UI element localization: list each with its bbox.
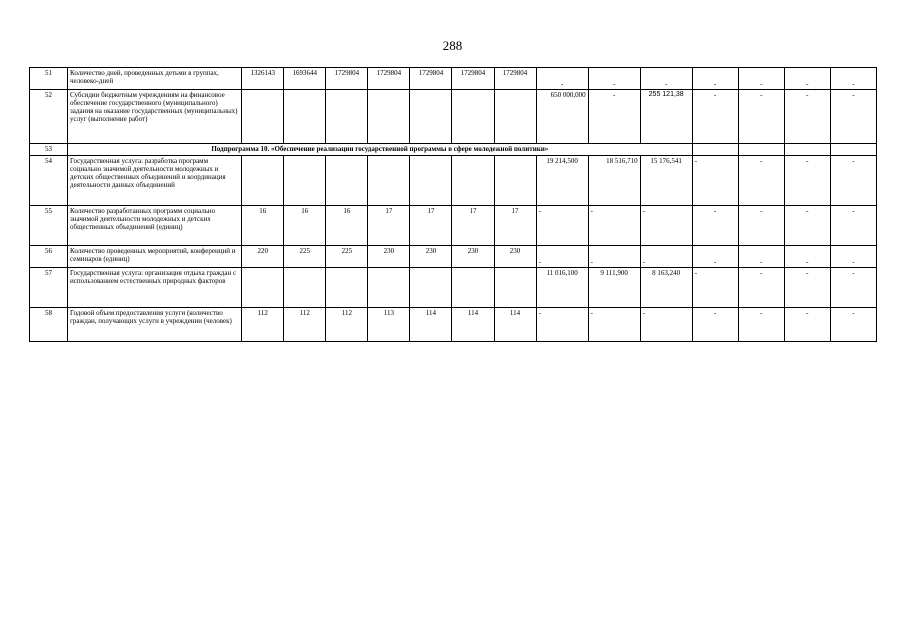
finance-cell: - (738, 206, 784, 246)
finance-cell: 19 214,500 (536, 156, 588, 206)
finance-cell: - (738, 308, 784, 342)
indicator-cell: 225 (326, 246, 368, 268)
row-number: 56 (30, 246, 68, 268)
finance-cell: - (692, 68, 738, 90)
finance-cell: - (830, 268, 876, 308)
finance-cell: - (784, 90, 830, 144)
indicator-cell: 230 (368, 246, 410, 268)
finance-cell: - (784, 68, 830, 90)
finance-cell: - (830, 156, 876, 206)
indicator-cell: 114 (410, 308, 452, 342)
indicator-cell (410, 268, 452, 308)
finance-cell: - (536, 246, 588, 268)
indicator-cell (284, 268, 326, 308)
finance-cell: 11 016,100 (536, 268, 588, 308)
finance-cell: - (830, 206, 876, 246)
finance-cell: - (640, 68, 692, 90)
indicator-cell: 1729804 (452, 68, 494, 90)
table-row (30, 206, 877, 246)
data-table (29, 67, 877, 342)
indicator-cell (410, 90, 452, 144)
row-description: Количество разработанных программ социально значимой деятельности молодежных и детских общественных объединений (единиц) (68, 206, 242, 246)
indicator-cell: 230 (452, 246, 494, 268)
finance-cell: - (692, 206, 738, 246)
indicator-cell (284, 90, 326, 144)
table-row (30, 156, 877, 206)
finance-cell: - (784, 308, 830, 342)
table-row (30, 308, 877, 342)
finance-cell: - (640, 308, 692, 342)
indicator-cell: 112 (242, 308, 284, 342)
indicator-cell: 112 (326, 308, 368, 342)
indicator-cell: 16 (242, 206, 284, 246)
indicator-cell (494, 268, 536, 308)
indicator-cell: 1729804 (410, 68, 452, 90)
finance-cell: - (692, 156, 738, 206)
finance-cell: - (784, 246, 830, 268)
finance-cell: - (588, 90, 640, 144)
finance-cell: 255 121,38 (640, 90, 692, 144)
page-number: 288 (442, 38, 463, 53)
row-description: Государственная услуга: разработка программ социально значимой деятельности молодежных и детских общественных объединений и координация деятельности данных объединений (68, 156, 242, 206)
indicator-cell: 16 (284, 206, 326, 246)
indicator-cell: 17 (368, 206, 410, 246)
indicator-cell: 1693644 (284, 68, 326, 90)
finance-cell: - (738, 156, 784, 206)
finance-cell: - (692, 246, 738, 268)
finance-cell: - (738, 268, 784, 308)
indicator-cell: 17 (494, 206, 536, 246)
finance-cell: - (830, 68, 876, 90)
row-description: Количество проведенных мероприятий, конференций и семинаров (единиц) (68, 246, 242, 268)
finance-cell: - (830, 90, 876, 144)
indicator-cell: 220 (242, 246, 284, 268)
finance-cell: - (692, 268, 738, 308)
row-number: 57 (30, 268, 68, 308)
row-number: 52 (30, 90, 68, 144)
finance-cell: - (588, 68, 640, 90)
finance-cell: - (588, 206, 640, 246)
indicator-cell: 17 (452, 206, 494, 246)
finance-cell: 18 516,710 (588, 156, 640, 206)
finance-cell: - (738, 246, 784, 268)
finance-cell: - (588, 308, 640, 342)
row-number: 53 (30, 144, 68, 156)
finance-cell: 15 176,541 (640, 156, 692, 206)
indicator-cell (242, 268, 284, 308)
indicator-cell: 16 (326, 206, 368, 246)
row-description: Годовой объем предоставления услуги (количество граждан, получающих услуги в учреждении (человек) (68, 308, 242, 342)
indicator-cell (452, 268, 494, 308)
indicator-cell: 112 (284, 308, 326, 342)
indicator-cell (452, 90, 494, 144)
table-row (30, 90, 877, 144)
finance-cell: - (784, 268, 830, 308)
indicator-cell: 1326143 (242, 68, 284, 90)
empty-cell (738, 144, 784, 156)
empty-cell (784, 144, 830, 156)
subprogram-title: Подпрограмма 10. «Обеспечение реализации государственной программы в сфере молодежной политики» (68, 144, 693, 156)
indicator-cell (326, 268, 368, 308)
finance-cell: 8 163,240 (640, 268, 692, 308)
row-description: Количество дней, проведенных детьми в группах, человеко-дней (68, 68, 242, 90)
finance-cell: - (536, 308, 588, 342)
finance-cell: - (692, 90, 738, 144)
finance-cell: - (588, 246, 640, 268)
row-description: Субсидии бюджетным учреждениям на финансовое обеспечение государственного (муниципального) задания на оказание государственных (муниципальных) услуг (выполнение работ) (68, 90, 242, 144)
table-row (30, 246, 877, 268)
indicator-cell: 17 (410, 206, 452, 246)
section-row (30, 144, 877, 156)
finance-cell: - (738, 90, 784, 144)
finance-cell: 9 111,900 (588, 268, 640, 308)
row-description: Государственная услуга: организация отдыха граждан с использованием естественных природных факторов (68, 268, 242, 308)
indicator-cell (368, 268, 410, 308)
indicator-cell (494, 156, 536, 206)
row-number: 58 (30, 308, 68, 342)
indicator-cell: 1729804 (494, 68, 536, 90)
indicator-cell: 1729804 (326, 68, 368, 90)
indicator-cell (452, 156, 494, 206)
table-row (30, 268, 877, 308)
indicator-cell (410, 156, 452, 206)
finance-cell: - (738, 68, 784, 90)
empty-cell (830, 144, 876, 156)
finance-cell: - (536, 206, 588, 246)
indicator-cell: 230 (410, 246, 452, 268)
indicator-cell: 114 (452, 308, 494, 342)
finance-cell: - (640, 206, 692, 246)
empty-cell (692, 144, 738, 156)
finance-cell: - (692, 308, 738, 342)
finance-cell: - (784, 156, 830, 206)
indicator-cell: 1729804 (368, 68, 410, 90)
finance-cell: - (830, 246, 876, 268)
row-number: 54 (30, 156, 68, 206)
finance-cell: - (784, 206, 830, 246)
indicator-cell: 114 (494, 308, 536, 342)
finance-cell: - (640, 246, 692, 268)
indicator-cell: 113 (368, 308, 410, 342)
indicator-cell (326, 156, 368, 206)
row-number: 51 (30, 68, 68, 90)
finance-cell: 650 000,000 (536, 90, 588, 144)
indicator-cell (368, 90, 410, 144)
indicator-cell (242, 156, 284, 206)
finance-cell: - (536, 68, 588, 90)
table-row (30, 68, 877, 90)
indicator-cell: 230 (494, 246, 536, 268)
row-number: 55 (30, 206, 68, 246)
indicator-cell: 225 (284, 246, 326, 268)
indicator-cell (494, 90, 536, 144)
indicator-cell (242, 90, 284, 144)
indicator-cell (368, 156, 410, 206)
finance-cell: - (830, 308, 876, 342)
indicator-cell (326, 90, 368, 144)
indicator-cell (284, 156, 326, 206)
